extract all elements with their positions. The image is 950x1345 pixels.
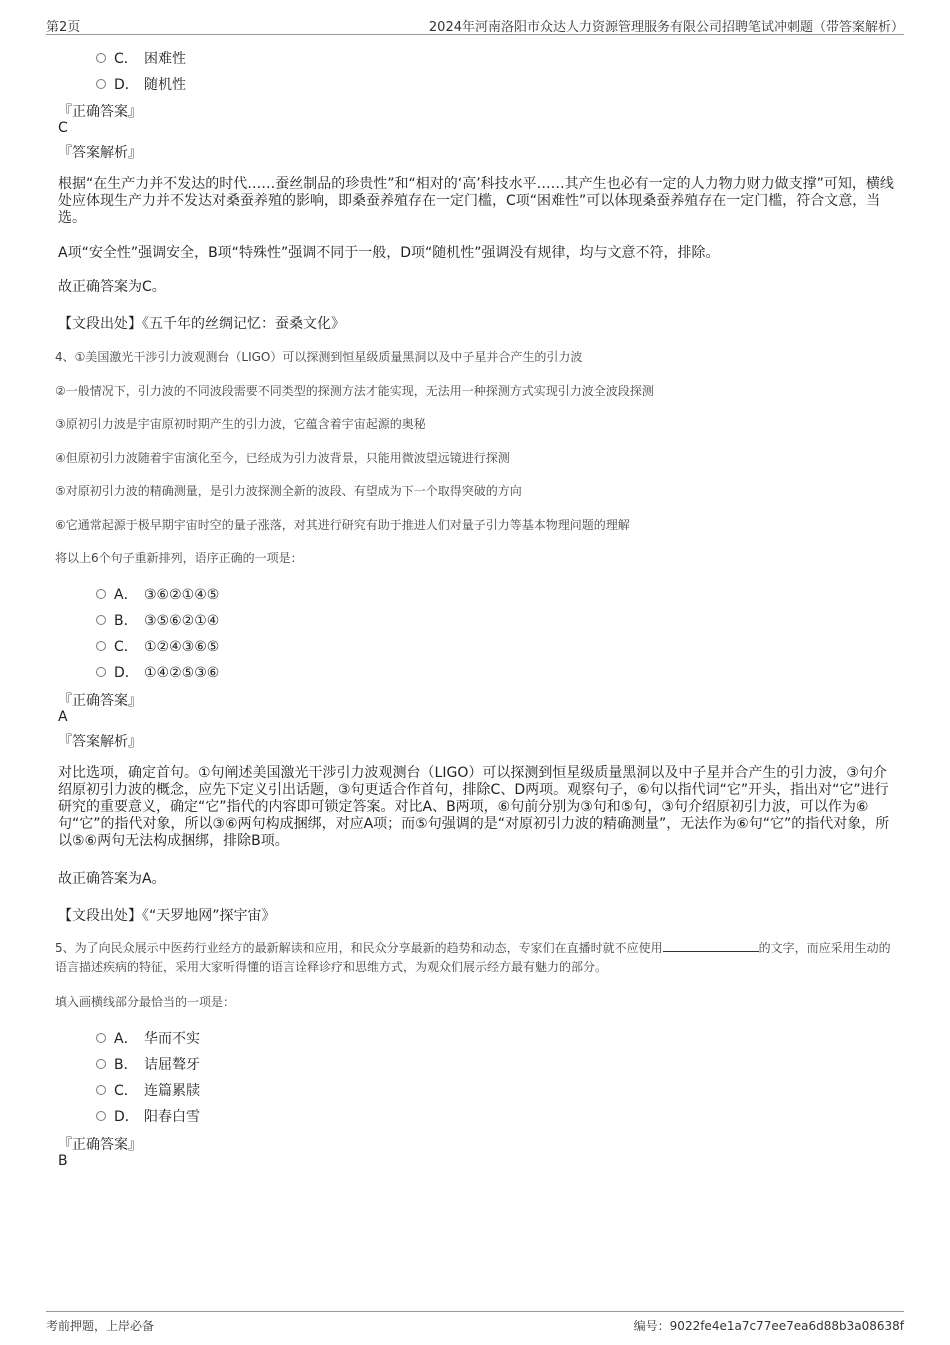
answer-value: A: [58, 709, 68, 725]
question-sentence: ⑥它通常起源于极早期宇宙时空的量子涨落，对其进行研究有助于推进人们对量子引力等基本物理问题的理解: [55, 518, 630, 532]
q3-option-d[interactable]: D． 随机性: [96, 74, 186, 94]
radio-icon[interactable]: [96, 53, 106, 63]
source-citation: 【文段出处】《五千年的丝绸记忆：蚕桑文化》: [58, 316, 345, 332]
page-footer: [46, 1311, 904, 1333]
answer-label: 『正确答案』: [58, 693, 142, 709]
q4-option-a[interactable]: A． ③⑥②①④⑤: [96, 584, 219, 604]
radio-icon[interactable]: [96, 589, 106, 599]
q5-option-c[interactable]: C． 连篇累牍: [96, 1080, 200, 1100]
question-prompt: 将以上6个句子重新排列，语序正确的一项是：: [55, 551, 303, 565]
radio-icon[interactable]: [96, 1111, 106, 1121]
analysis-label: 『答案解析』: [58, 734, 142, 750]
answer-value: B: [58, 1153, 68, 1169]
radio-icon[interactable]: [96, 1033, 106, 1043]
q4-option-b[interactable]: B． ③⑤⑥②①④: [96, 610, 219, 630]
q3-option-c[interactable]: C． 困难性: [96, 48, 186, 68]
question-sentence: 4、①美国激光干涉引力波观测台（LIGO）可以探测到恒星级质量黑洞以及中子星并合产生的引力波: [55, 350, 583, 364]
radio-icon[interactable]: [96, 615, 106, 625]
analysis-paragraph: A项“安全性”强调安全，B项“特殊性”强调不同于一般，D项“随机性”强调没有规律，均与文意不符，排除。: [58, 245, 720, 261]
document-code: 编号：9022fe4e1a7c77ee7ea6d88b3a08638f: [633, 1319, 904, 1333]
analysis-conclusion: 故正确答案为C。: [58, 279, 166, 295]
question-sentence: ④但原初引力波随着宇宙演化至今，已经成为引力波背景，只能用微波望远镜进行探测: [55, 451, 510, 465]
answer-label: 『正确答案』: [58, 1137, 142, 1153]
radio-icon[interactable]: [96, 1085, 106, 1095]
footer-slogan: 考前押题，上岸必备: [46, 1319, 155, 1333]
document-title: 2024年河南洛阳市众达人力资源管理服务有限公司招聘笔试冲刺题（带答案解析）: [428, 20, 904, 35]
q4-option-c[interactable]: C． ①②④③⑥⑤: [96, 636, 219, 656]
radio-icon[interactable]: [96, 79, 106, 89]
answer-value: C: [58, 120, 68, 136]
page-number: 第2页: [46, 20, 81, 35]
page-header: [46, 14, 904, 35]
analysis-conclusion: 故正确答案为A。: [58, 871, 166, 887]
analysis-paragraph: 根据“在生产力并不发达的时代……蚕丝制品的珍贵性”和“相对的‘高’科技水平……其产生也必有一定的人力物力财力做支撑”可知，横线处应体现生产力并不发达对桑蚕养殖的影响，即桑蚕养殖存在一定门槛，C项“困难性”可以体现桑蚕养殖存在一定门槛，符合文意，当选。: [58, 176, 894, 226]
question-prompt: 填入画横线部分最恰当的一项是：: [55, 995, 236, 1009]
radio-icon[interactable]: [96, 667, 106, 677]
radio-icon[interactable]: [96, 641, 106, 651]
q5-option-d[interactable]: D． 阳春白雪: [96, 1106, 200, 1126]
analysis-paragraph: 对比选项，确定首句。①句阐述美国激光干涉引力波观测台（LIGO）可以探测到恒星级质量黑洞以及中子星并合产生的引力波，③句介绍原初引力波的概念，应先下定义引出话题，③句更适合作首句，排除C、D两项。观察句子，⑥句以指代词“它”开头，指出对“它”进行研究的重要意义，确定“它”指代的内容即可锁定答案。对比A、B两项，⑥句前分别为③句和⑤句，③句介绍原初引力波，可以作为⑥句“它”的指代对象，所以③⑥两句构成捆绑，对应A项；而⑤句强调的是“对原初引力波的精确测量”，无法作为⑥句“它”的指代对象，所以⑤⑥两句无法构成捆绑，排除B项。: [58, 765, 890, 849]
fill-blank-line: [663, 939, 759, 952]
q5-option-a[interactable]: A． 华而不实: [96, 1028, 200, 1048]
q5-option-b[interactable]: B． 诘屈聱牙: [96, 1054, 200, 1074]
radio-icon[interactable]: [96, 1059, 106, 1069]
question-sentence: ③原初引力波是宇宙原初时期产生的引力波，它蕴含着宇宙起源的奥秘: [55, 417, 426, 431]
q4-option-d[interactable]: D． ①④②⑤③⑥: [96, 662, 219, 682]
source-citation: 【文段出处】《“天罗地网”探宇宙》: [58, 908, 276, 924]
question-sentence: ②一般情况下，引力波的不同波段需要不同类型的探测方法才能实现，无法用一种探测方式实现引力波全波段探测: [55, 384, 654, 398]
analysis-label: 『答案解析』: [58, 145, 142, 161]
question-sentence: ⑤对原初引力波的精确测量，是引力波探测全新的波段、有望成为下一个取得突破的方向: [55, 484, 522, 498]
question-stem: 5、为了向民众展示中医药行业经方的最新解读和应用，和民众分享最新的趋势和动态，专家们在直播时就不应使用 的文字，而应采用生动的语言描述疾病的特征，采用大家听得懂的语言诠释诊疗和思维方式，为观众们展示经方最有魅力的部分。: [55, 941, 891, 974]
answer-label: 『正确答案』: [58, 104, 142, 120]
